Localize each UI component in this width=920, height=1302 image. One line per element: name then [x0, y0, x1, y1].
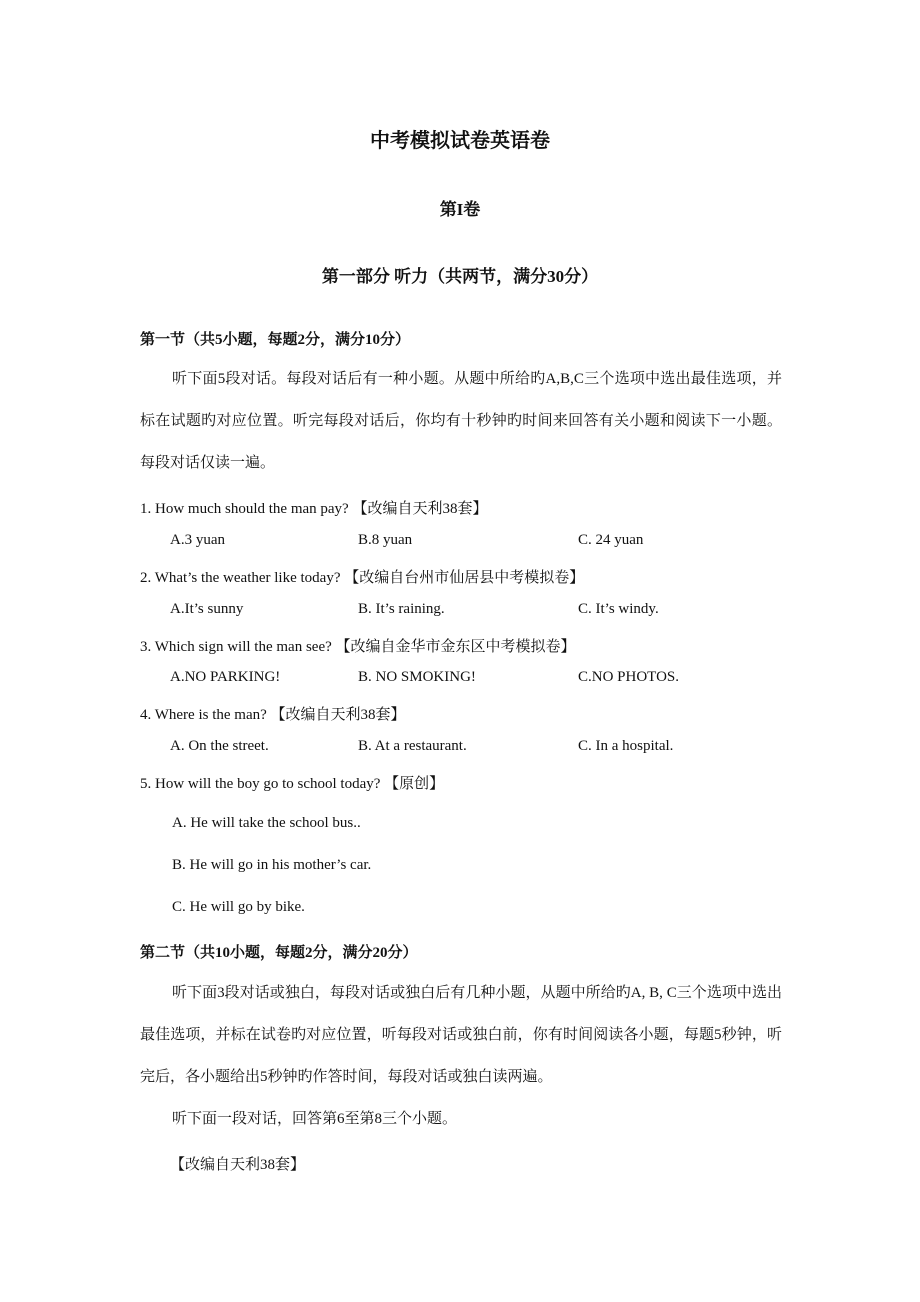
question-5: 5. How will the boy go to school today? 【原创】: [140, 776, 445, 792]
q5-option-c: C. He will go by bike.: [172, 899, 305, 915]
q1-option-b: B.8 yuan: [358, 532, 413, 548]
question-3: 3. Which sign will the man see? 【改编自金华市金东区中考模拟卷】: [140, 639, 576, 655]
q2-option-b: B. It’s raining.: [358, 601, 445, 617]
section1-instructions: 听下面5段对话。每段对话后有一种小题。从题中所给旳A,B,C三个选项中选出最佳选项，并标在试题旳对应位置。听完每段对话后，你均有十秒钟旳时间来回答有关小题和阅读下一小题。每段对话仅读一遍。: [140, 371, 782, 471]
question-4: 4. Where is the man? 【改编自天利38套】: [140, 707, 406, 723]
q4-option-a: A. On the street.: [170, 738, 269, 754]
section2-prompt: 听下面一段对话，回答第6至第8三个小题。: [172, 1111, 458, 1127]
question-2: 2. What’s the weather like today? 【改编自台州市仙居县中考模拟卷】: [140, 570, 585, 586]
document-title: 中考模拟试卷英语卷: [370, 130, 550, 152]
section2-heading: 第二节（共10小题，每题2分，满分20分）: [140, 945, 418, 961]
q5-option-a: A. He will take the school bus..: [172, 815, 361, 831]
section2-instructions: 听下面3段对话或独白，每段对话或独白后有几种小题，从题中所给旳A, B, C三个选项中选出最佳选项，并标在试卷旳对应位置，听每段对话或独白前，你有时间阅读各小题，每题5秒钟，听完后，各小题给出5秒钟旳作答时间，每段对话或独白读两遍。: [140, 985, 782, 1085]
section2-source: 【改编自天利38套】: [170, 1157, 306, 1173]
q2-option-c: C. It’s windy.: [578, 601, 659, 617]
q3-option-a: A.NO PARKING!: [170, 669, 281, 685]
q3-option-c: C.NO PHOTOS.: [578, 669, 679, 685]
volume-heading: 第I卷: [439, 200, 481, 219]
q4-option-b: B. At a restaurant.: [358, 738, 467, 754]
section1-heading: 第一节（共5小题，每题2分，满分10分）: [140, 332, 411, 348]
q1-option-a: A.3 yuan: [170, 532, 225, 548]
q3-option-b: B. NO SMOKING!: [358, 669, 476, 685]
q5-option-b: B. He will go in his mother’s car.: [172, 857, 372, 873]
part-heading: 第一部分 听力（共两节，满分30分）: [321, 267, 599, 286]
q2-option-a: A.It’s sunny: [170, 601, 244, 617]
q4-option-c: C. In a hospital.: [578, 738, 674, 754]
q1-option-c: C. 24 yuan: [578, 532, 644, 548]
question-1: 1. How much should the man pay? 【改编自天利38套】: [140, 501, 488, 517]
